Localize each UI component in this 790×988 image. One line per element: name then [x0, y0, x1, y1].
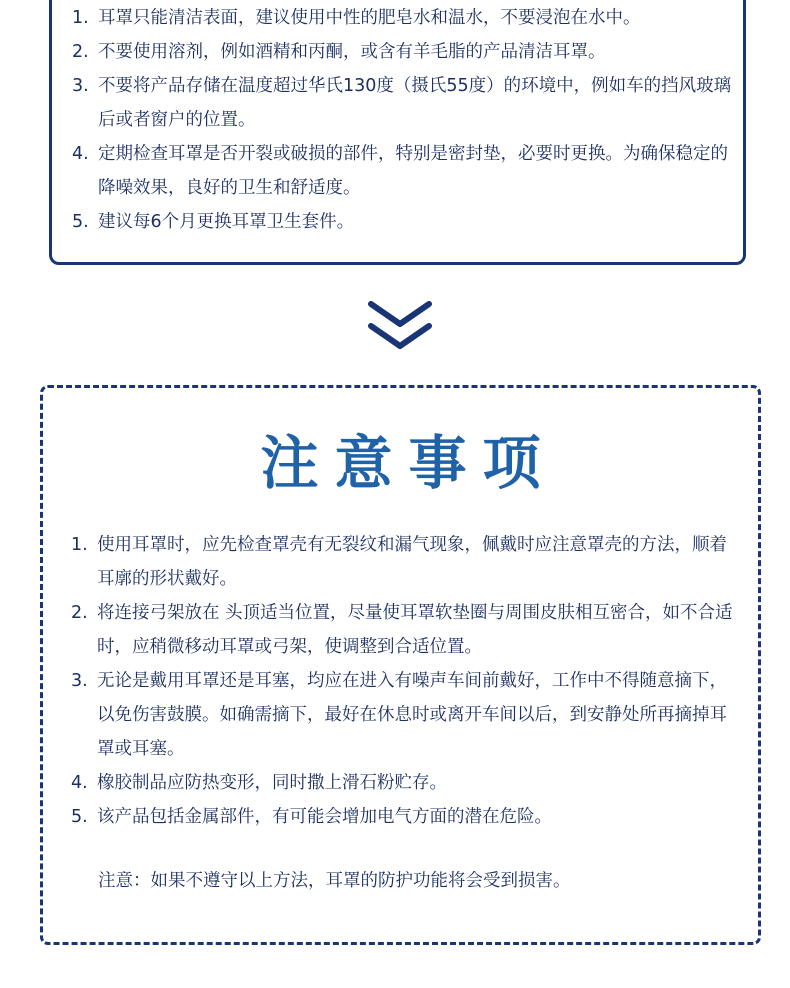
item-number: 3.	[72, 76, 89, 96]
list-item	[72, 1, 732, 35]
care-instructions-box	[49, 0, 746, 265]
notice-title: 注意事项	[260, 429, 557, 497]
item-number: 1.	[71, 535, 88, 555]
item-text: 使用耳罩时，应先检查罩壳有无裂纹和漏气现象，佩戴时应注意罩壳的方法，顺着耳廓的形状戴好。	[97, 535, 727, 589]
list-item	[72, 205, 732, 239]
item-text: 不要使用溶剂，例如酒精和丙酮，或含有羊毛脂的产品清洁耳罩。	[98, 42, 606, 62]
item-number: 2.	[71, 603, 88, 623]
item-number: 1.	[72, 8, 89, 28]
list-item	[71, 596, 741, 664]
item-number: 2.	[72, 42, 89, 62]
item-number: 5.	[71, 807, 88, 827]
item-text: 定期检查耳罩是否开裂或破损的部件，特别是密封垫，必要时更换。为确保稳定的降噪效果，良好的卫生和舒适度。	[98, 144, 728, 198]
item-number: 4.	[72, 144, 89, 164]
item-text: 橡胶制品应防热变形，同时撒上滑石粉贮存。	[97, 773, 447, 793]
list-item	[71, 800, 741, 834]
item-text: 耳罩只能清洁表面，建议使用中性的肥皂水和温水，不要浸泡在水中。	[98, 8, 641, 28]
notice-footnote: 注意：如果不遵守以上方法，耳罩的防护功能将会受到损害。	[98, 871, 571, 891]
item-text: 不要将产品存储在温度超过华氏130度（摄氏55度）的环境中，例如车的挡风玻璃后或者窗户的位置。	[98, 76, 732, 130]
item-number: 3.	[71, 671, 88, 691]
list-item	[71, 528, 741, 596]
notice-list	[71, 528, 741, 834]
item-text: 该产品包括金属部件，有可能会增加电气方面的潜在危险。	[97, 807, 552, 827]
list-item	[72, 137, 732, 205]
item-number: 4.	[71, 773, 88, 793]
item-text: 建议每6个月更换耳罩卫生套件。	[98, 212, 355, 232]
list-item	[72, 69, 732, 137]
care-instructions-list	[72, 1, 732, 239]
list-item	[71, 766, 741, 800]
item-number: 5.	[72, 212, 89, 232]
item-text: 无论是戴用耳罩还是耳塞，均应在进入有噪声车间前戴好，工作中不得随意摘下，以免伤害鼓膜。如确需摘下，最好在休息时或离开车间以后，到安静处所再摘掉耳罩或耳塞。	[97, 671, 727, 759]
double-chevron-down-icon	[365, 300, 435, 352]
notice-box	[40, 385, 761, 945]
item-text: 将连接弓架放在 头顶适当位置，尽量使耳罩软垫圈与周围皮肤相互密合，如不合适时，应稍微移动耳罩或弓架，使调整到合适位置。	[97, 603, 733, 657]
list-item	[72, 35, 732, 69]
list-item	[71, 664, 741, 766]
